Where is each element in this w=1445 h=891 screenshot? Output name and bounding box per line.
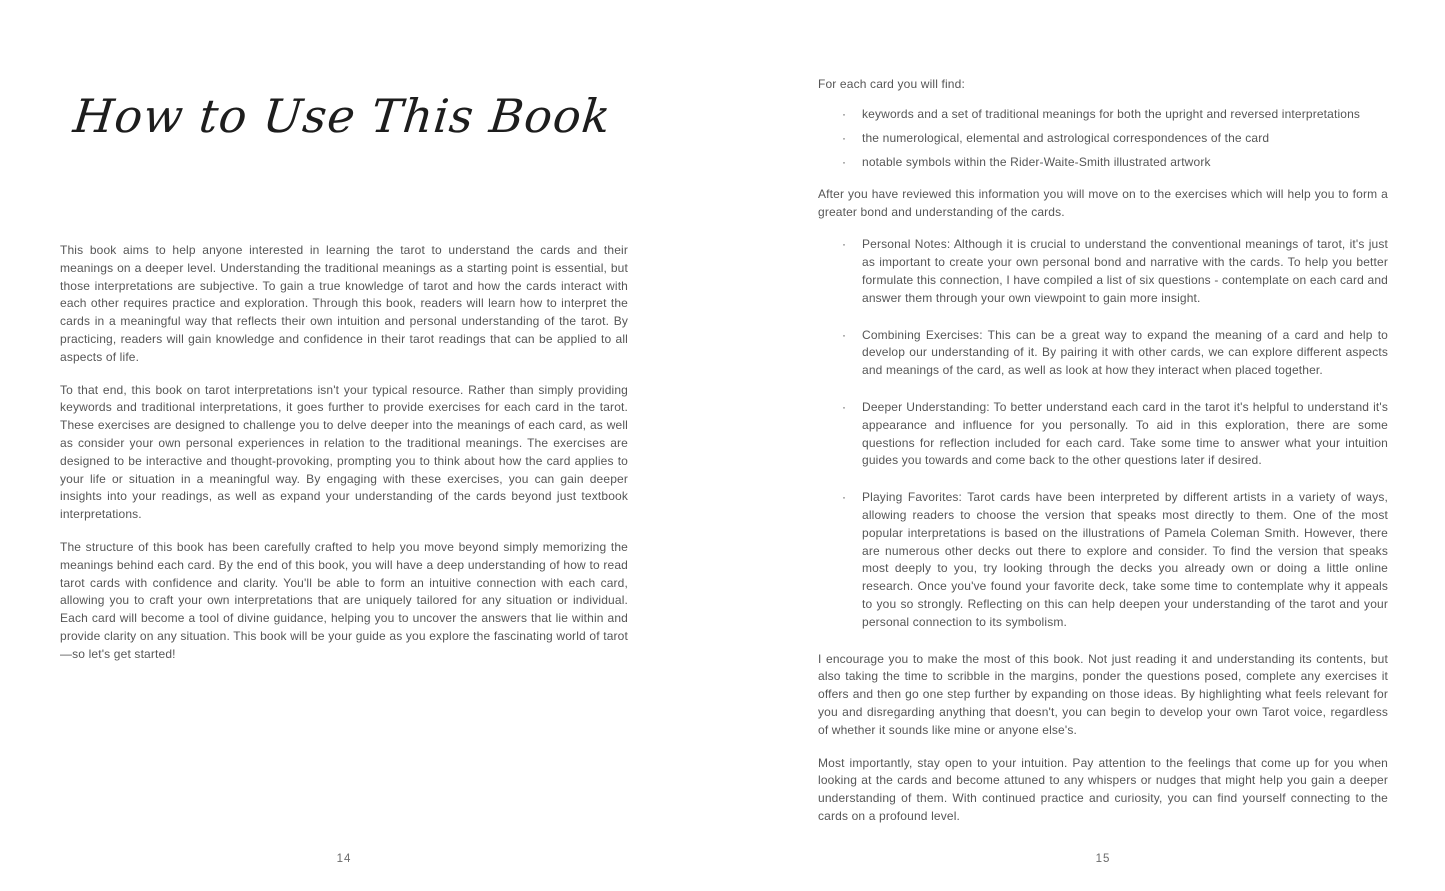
bullet-glyph: · xyxy=(842,399,847,414)
list-item-text: Combining Exercises: This can be a great way to expand the meaning of a card and help to develop our understanding of it. By pairing it with other cards, we can explore different aspects and meanings of the card, as well as look at how they interact when placed together. xyxy=(862,327,1388,378)
paragraph: After you have reviewed this information you will move on to the exercises which will help you to form a greater bond and understanding of the cards. xyxy=(818,186,1388,219)
list-item xyxy=(818,236,1388,307)
list-item-text: Deeper Understanding: To better understand each card in the tarot it's helpful to understand it's appearance and influence for you personally. To aid in this exploration, there are some questions for reflection included for each card. Take some time to answer what your intuition guides you towards and come back to the other questions later if desired. xyxy=(862,399,1388,468)
bullet-glyph: · xyxy=(842,490,847,505)
list-item-text: the numerological, elemental and astrological correspondences of the card xyxy=(862,130,1270,145)
paragraph: I encourage you to make the most of this book. Not just reading it and understanding its contents, but also taking the time to scribble in the margins, ponder the questions posed, complete any exercises it offers and then go one step further by expanding on those ideas. By highlighting what feels relevant for you and disregarding anything that doesn't, you can begin to develop your own Tarot voice, regardless of whether it sounds like mine or anyone else's. xyxy=(818,651,1388,737)
list-item-text: notable symbols within the Rider-Waite-Smith illustrated artwork xyxy=(862,154,1211,169)
list-item xyxy=(818,126,1388,150)
page-number-right: 15 xyxy=(1095,853,1111,866)
paragraph: Most importantly, stay open to your intuition. Pay attention to the feelings that come up for you when looking at the cards and become attuned to any whispers or nudges that might help you gain a deeper understanding of them. With continued practice and curiosity, you can find yourself connecting to the cards on a profound level. xyxy=(818,755,1388,823)
list-item-text: keywords and a set of traditional meanings for both the upright and reversed interpretations xyxy=(862,106,1361,121)
chapter-title: How to Use This Book xyxy=(70,89,614,143)
paragraph: This book aims to help anyone interested in learning the tarot to understand the cards and their meanings on a deeper level. Understanding the traditional meanings as a starting point is essential, but those interpretations are subjective. To gain a true knowledge of tarot and how the cards interact with each other requires practice and exploration. Through this book, readers will learn how to interpret the cards in a meaningful way that reflects their own intuition and personal understanding of the tarot. By practicing, readers will gain knowledge and confidence in their tarot readings that can be applied to all aspects of life. xyxy=(60,243,628,364)
bullet-glyph: · xyxy=(842,327,847,342)
list-item-text: Personal Notes: Although it is crucial to understand the conventional meanings of tarot, it's just as important to create your own personal bond and narrative with the cards. To help you better formulate this connection, I have compiled a list of six questions - contemplate on each card and answer them through your own viewpoint to gain more insight. xyxy=(862,237,1388,305)
paragraph: To that end, this book on tarot interpretations isn't your typical resource. Rather than simply providing keywords and traditional interpretations, it goes further to provide exercises for each card in the tarot. These exercises are designed to challenge you to delve deeper into the meanings of each card, as well as consider your own personal experiences in relation to the traditional meanings. The exercises are designed to be interactive and thought-provoking, prompting you to think about how the card applies to your life or situation in a meaningful way. By engaging with these exercises, you can gain deeper insights into your readings, as well as expand your understanding of the cards beyond just textbook interpretations. xyxy=(60,382,628,522)
paragraph: The structure of this book has been carefully crafted to help you move beyond simply memorizing the meanings behind each card. By the end of this book, you will have a deep understanding of how to read tarot cards with confidence and clarity. You'll be able to form an intuitive connection with each card, allowing you to craft your own interpretations that are uniquely tailored for any situation or individual. Each card will become a tool of divine guidance, helping you to uncover the answers that lie within and provide clarity on any situation. This book will be your guide as you explore the fascinating world of tarot—so let's get started! xyxy=(60,539,628,661)
list-item xyxy=(818,102,1388,126)
intro-line: For each card you will find: xyxy=(818,77,965,91)
page-number-left: 14 xyxy=(336,853,352,866)
closing-block xyxy=(818,651,1388,826)
bullet-glyph: · xyxy=(842,130,847,145)
find-list xyxy=(818,102,1388,174)
page-left xyxy=(60,0,628,891)
exercise-list xyxy=(818,236,1388,631)
page-right xyxy=(818,0,1388,891)
bullet-glyph: · xyxy=(842,154,847,169)
list-item xyxy=(818,399,1388,470)
list-item-text: Playing Favorites: Tarot cards have been interpreted by different artists in a variety of ways, allowing readers to choose the version that speaks most directly to them. One of the most popular interpretations is based on the illustrations of Pamela Coleman Smith. However, there are numerous other decks out there to explore and consider. To find the version that speaks most deeply to you, try looking through the decks you already own or doing a little online research. Once you've found your favorite deck, take some time to contemplate why it appeals to you so strongly. Reflecting on this can help deepen your understanding of the tarot and your personal connection to its symbolism. xyxy=(862,490,1388,629)
bullet-glyph: · xyxy=(842,106,847,121)
list-item xyxy=(818,489,1388,631)
list-item xyxy=(818,150,1388,174)
list-item xyxy=(818,327,1388,380)
bullet-glyph: · xyxy=(842,237,847,252)
